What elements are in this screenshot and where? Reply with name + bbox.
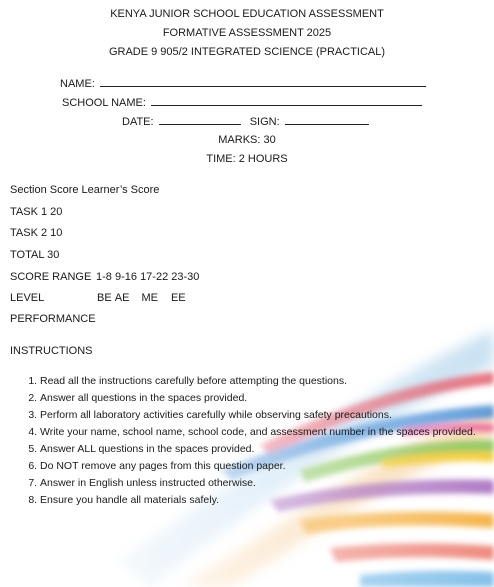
sign-label: SIGN: xyxy=(249,116,280,128)
level-ae: AE xyxy=(114,292,130,304)
instruction-item: 3. Perform all laboratory activities carefully while observing safety precautions. xyxy=(40,407,485,424)
marks-text: MARKS: 30 xyxy=(218,134,276,146)
score-row-task2: TASK 2 10 xyxy=(10,227,63,239)
instruction-item: 2. Answer all questions in the spaces provided. xyxy=(40,390,485,407)
time-text: TIME: 2 HOURS xyxy=(206,153,288,165)
school-name-label: SCHOOL NAME: xyxy=(62,97,146,109)
score-row-total: TOTAL 30 xyxy=(10,249,60,261)
instruction-item: 6. Do NOT remove any pages from this question paper. xyxy=(40,458,485,475)
score-range-row xyxy=(10,270,199,284)
level-label: LEVEL xyxy=(10,292,45,304)
score-table-header: Section Score Learner’s Score xyxy=(10,184,160,196)
instructions-heading: INSTRUCTIONS xyxy=(10,345,93,357)
instruction-item: 4. Write your name, school name, school code, and assessment number in the spaces provided. xyxy=(40,424,485,441)
level-me: ME xyxy=(141,292,158,304)
sign-field[interactable] xyxy=(285,114,369,125)
header-line-3: GRADE 9 905/2 INTEGRATED SCIENCE (PRACTICAL) xyxy=(108,46,386,58)
performance-label: PERFORMANCE xyxy=(10,313,96,325)
range-me: 17-22 xyxy=(140,271,169,283)
name-row xyxy=(60,76,426,91)
score-row-task1: TASK 1 20 xyxy=(10,206,63,218)
school-name-field[interactable] xyxy=(151,95,422,106)
range-ae: 9-16 xyxy=(114,271,137,283)
range-ee: 23-30 xyxy=(171,271,200,283)
level-be: BE xyxy=(97,292,112,304)
school-row xyxy=(62,95,422,110)
level-row xyxy=(10,291,186,305)
range-be: 1-8 xyxy=(96,271,112,283)
header-line-1: KENYA JUNIOR SCHOOL EDUCATION ASSESSMENT xyxy=(110,8,384,20)
date-sign-row xyxy=(122,114,369,129)
level-ee: EE xyxy=(170,292,186,304)
score-range-label: SCORE RANGE xyxy=(10,271,92,283)
header-line-2: FORMATIVE ASSESSMENT 2025 xyxy=(162,27,332,39)
instruction-item: 1. Read all the instructions carefully before attempting the questions. xyxy=(40,373,485,390)
instructions-list xyxy=(26,373,485,509)
instruction-item: 7. Answer in English unless instructed otherwise. xyxy=(40,475,485,492)
date-label: DATE: xyxy=(122,116,154,128)
instruction-item: 8. Ensure you handle all materials safely. xyxy=(40,492,485,509)
name-label: NAME: xyxy=(60,78,95,90)
date-field[interactable] xyxy=(159,114,241,125)
name-field[interactable] xyxy=(100,76,426,87)
instruction-item: 5. Answer ALL questions in the spaces provided. xyxy=(40,441,485,458)
